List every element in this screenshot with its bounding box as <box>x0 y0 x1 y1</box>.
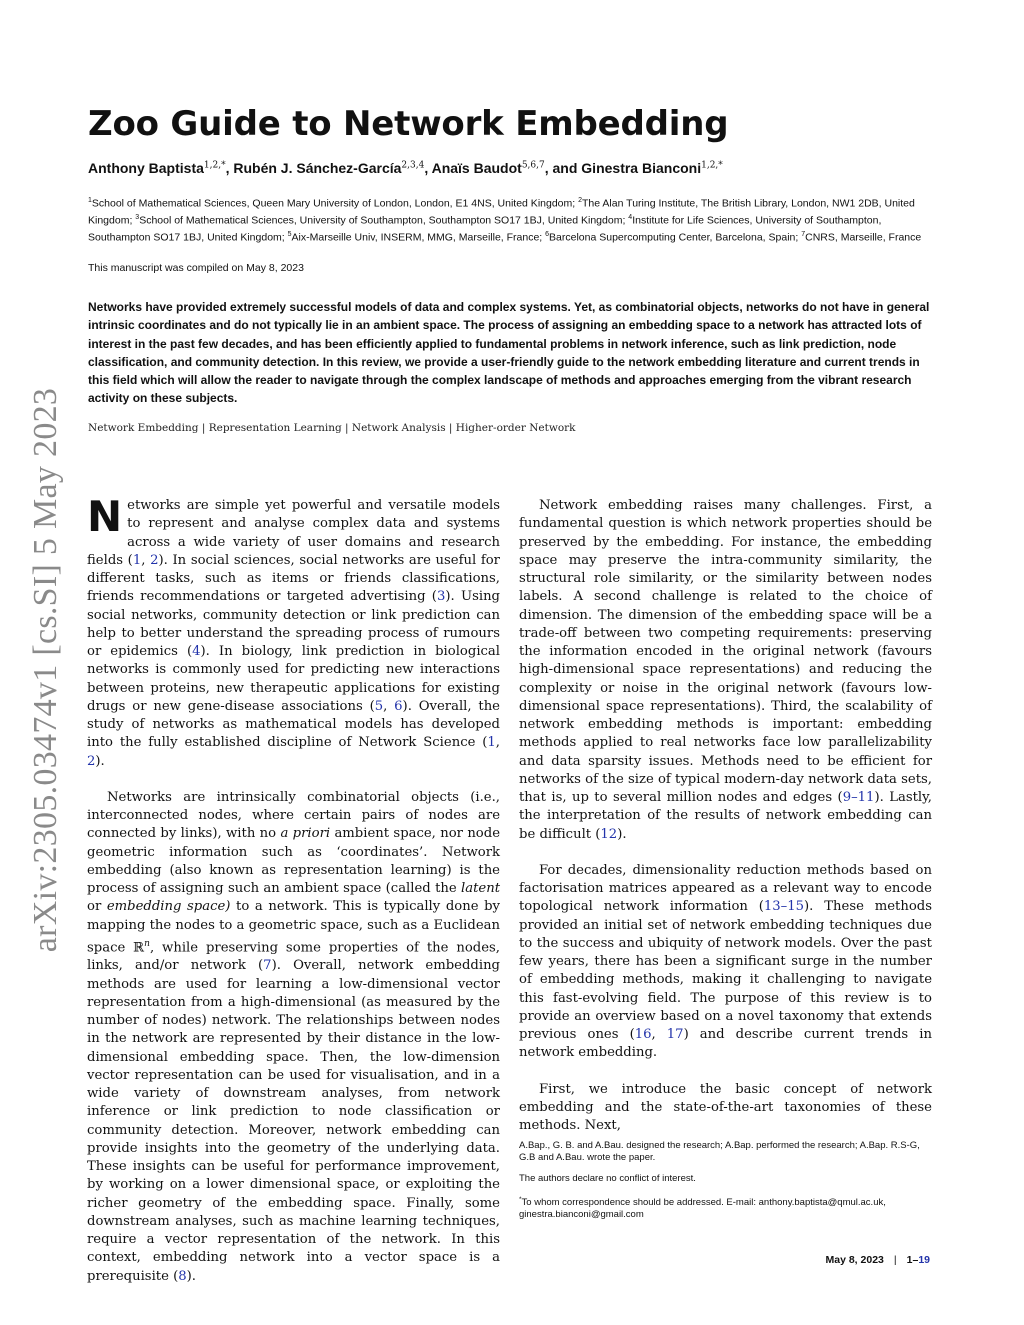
author-affiliation-marks: 5,6,7 <box>521 160 545 171</box>
affiliation-text: The Alan Turing Institute, The British Library, London, NW1 2DB, United Kingdom; <box>88 197 915 227</box>
body-text: ) and describe current trends in network embedding. <box>519 1027 932 1061</box>
affiliation-text: CNRS, Marseille, France <box>805 231 922 244</box>
citation-link[interactable]: 3 <box>436 589 446 605</box>
page-footer <box>760 1254 930 1266</box>
correspondence-text: To whom correspondence should be addressed. E-mail: anthony.baptista@qmul.ac.uk, ginestra.bianconi@gmail.com <box>519 1197 886 1221</box>
correspondence-note <box>519 1194 932 1221</box>
affiliation-number: 5 <box>287 231 292 238</box>
affiliation-number: 7 <box>801 231 806 238</box>
body-text: , <box>495 735 500 751</box>
author-affiliation-marks: 1,2,* <box>203 160 226 171</box>
body-text: ). Overall, the study of networks as mathematical models has developed into the fully established discipline of Network Science ( <box>87 698 500 751</box>
citation-link[interactable]: 1 <box>132 552 142 568</box>
body-text: , <box>651 1027 667 1042</box>
citation-link[interactable]: 17 <box>666 1027 684 1042</box>
body-paragraph <box>519 497 932 844</box>
body-text: etworks are simple yet powerful and versatile models to represent and analyse complex data and systems across a wide variety of user domains and research fields ( <box>87 498 500 568</box>
math-superscript: n <box>144 938 150 949</box>
body-paragraph <box>87 789 500 1286</box>
citation-link[interactable]: 5 <box>374 698 384 714</box>
body-text: ). In biology, link prediction in biological networks is commonly used for predicting new interactions between proteins, new therapeutic applications for existing drugs or new gene-disease associations ( <box>87 644 500 714</box>
citation-link[interactable]: 13–15 <box>763 899 805 915</box>
affiliation-text: Institute for Life Sciences, University of Southampton, Southampton SO17 1BJ, United Kingdom; <box>88 214 882 244</box>
author-separator: , and <box>544 160 582 176</box>
author-name: Anthony Baptista <box>88 160 204 176</box>
body-text: ). Overall, network embedding methods are used for learning a low-dimensional vector representation from a high-dimensional (as measured by the number of nodes) network. The relationships between nodes in the network are represented by their distance in the low-dimensional embedding space. Then, the low-dimension vector representation can be used for visualisation, and in a wide variety of downstream analyses, from network inference or link prediction to node classification or community detection. Moreover, network embedding can provide insights into the geometry of the underlying data. These insights can be useful for performance improvement, by working on a lower dimensional space, or exploiting the richer geometry of the embedding space. Finally, some downstream analyses, such as machine learning techniques, require a vector representation of the network. In this context, embedding network into a vector space is a prerequisite ( <box>87 958 500 1284</box>
emphasis-text: embedding space) <box>106 899 231 915</box>
body-text: ambient space, nor node geometric information such as ‘coordinates’. Network embedding (also known as representation learning) is the process of assigning such an ambient space (called the <box>87 826 500 896</box>
affiliation-number: 1 <box>88 197 92 204</box>
citation-link[interactable]: 12 <box>600 826 618 842</box>
citation-link[interactable]: 2 <box>150 552 159 568</box>
affiliation-text: School of Mathematical Sciences, Queen Mary University of London, London, E1 4NS, United Kingdom; <box>91 197 579 210</box>
citation-link[interactable]: 4 <box>192 644 201 659</box>
affiliation-number: 6 <box>545 231 550 238</box>
citation-link[interactable]: 7 <box>263 958 272 974</box>
body-paragraph <box>519 1081 932 1136</box>
body-text: ). These methods provided an initial set of network embedding techniques due to the success and ubiquity of network models. Over the past few years, there has been a significant surge in the number of embedding methods, making it challenging to navigate this fast-evolving field. The purpose of this review is to provide an overview based on a novel taxonomy that extends previous ones ( <box>519 899 932 1042</box>
author-separator: , <box>424 160 432 176</box>
body-left-column <box>87 492 500 1286</box>
body-text: Network embedding raises many challenges. First, a fundamental question is which network properties should be preserved by the embedding. For instance, the embedding space may preserve the intra-community similarity, the structural role similarity, or the similarity between nodes labels. A second challenge is related to the choice of dimension. The dimension of the embedding space will be a trade-off between two competing requirements: preserving the information encoded in the original network (favours high-dimensional space representations) and reducing the complexity or noise in the original network (favours low-dimensional space representations). Third, the scalability of network embedding methods is important: embedding methods applied to real networks face low parallelizability and data sparsity issues. Methods need to be efficient for networks of the size of typical modern-day network data sets, that is, up to several million nodes and edges ( <box>519 498 932 805</box>
footer-page-prefix: 1– <box>906 1254 919 1266</box>
affiliation-text: School of Mathematical Sciences, University of Southampton, Southampton SO17 1BJ, United Kingdom; <box>139 214 629 227</box>
author-contributions: A.Bap., G. B. and A.Bau. designed the research; A.Bap. performed the research; A.Bap. R.S-G, G.B and A.Bau. wrote the paper. <box>519 1140 920 1163</box>
footnotes <box>519 1140 932 1230</box>
affiliation-text: Barcelona Supercomputing Center, Barcelona, Spain; <box>549 231 802 244</box>
footer-separator: | <box>893 1254 897 1266</box>
citation-link[interactable]: 6 <box>394 698 403 714</box>
keywords: Network Embedding | Representation Learning | Network Analysis | Higher-order Network <box>88 422 576 434</box>
affiliation-number: 3 <box>135 214 140 221</box>
arxiv-stamp-text: arXiv:2305.03474v1 [cs.SI] 5 May 2023 <box>27 387 64 953</box>
author-affiliation-marks: 2,3,4 <box>401 160 425 171</box>
body-text: ). <box>186 1268 196 1284</box>
author-list <box>88 160 938 176</box>
author-name: Anaïs Baudot <box>431 160 522 176</box>
emphasis-text: latent <box>461 881 500 896</box>
footer-date: May 8, 2023 <box>825 1254 884 1266</box>
author-separator: , <box>225 160 234 176</box>
emphasis-text: a priori <box>280 826 331 842</box>
body-text: ). Lastly, the interpretation of the results of network embedding can be difficult ( <box>519 790 932 842</box>
paper-title: Zoo Guide to Network Embedding <box>88 104 729 144</box>
citation-link[interactable]: 16 <box>634 1027 652 1042</box>
body-text: , <box>141 552 151 568</box>
affiliation-text: Aix-Marseille Univ, INSERM, MMG, Marseille, France; <box>291 231 546 244</box>
body-text: , <box>383 698 395 714</box>
body-text: to a network. This is typically done by mapping the nodes to a geometric space, such as a Euclidean space ℝ <box>87 899 500 956</box>
affiliation-number: 2 <box>578 197 582 204</box>
citation-link[interactable]: 8 <box>178 1268 187 1284</box>
body-text: ). In social sciences, social networks are useful for different tasks, such as items or friends classifications, friends recommendations or targeted advertising ( <box>87 552 500 605</box>
body-text: Networks are intrinsically combinatorial objects (i.e., interconnected nodes, where certain pairs of nodes are connected by links), with no <box>87 789 500 842</box>
drop-cap-letter: N <box>87 492 123 541</box>
compiled-note: This manuscript was compiled on May 8, 2023 <box>88 262 304 274</box>
author-affiliation-marks: 1,2,* <box>701 160 723 171</box>
footer-page-total-link[interactable]: 19 <box>918 1254 930 1266</box>
body-paragraph <box>87 492 500 771</box>
conflict-of-interest: The authors declare no conflict of interest. <box>519 1173 696 1184</box>
body-text: First, we introduce the basic concept of network embedding and the state-of-the-art taxonomies of these methods. Next, <box>519 1081 932 1133</box>
arxiv-stamp <box>26 370 66 970</box>
affiliations <box>88 194 938 245</box>
abstract: Networks have provided extremely successful models of data and complex systems. Yet, as combinatorial objects, networks do not have in general intrinsic coordinates and do not typically lie in an ambient space. The process of assigning an embedding space to a network has attracted lots of interest in the past few decades, and has been efficiently applied to fundamental problems in network inference, such as link prediction, node classification, and community detection. In this review, we provide a user-friendly guide to the network embedding literature and current trends in this field which will allow the reader to navigate through the complex landscape of methods and approaches emerging from the vibrant research activity on these subjects. <box>88 300 930 406</box>
citation-link[interactable]: 1 <box>487 735 496 751</box>
correspondence-mark: * <box>519 1196 522 1203</box>
body-paragraph <box>519 862 932 1063</box>
body-text: ). <box>95 753 105 769</box>
citation-link[interactable]: 9–11 <box>842 790 875 805</box>
body-right-column <box>519 497 932 1135</box>
body-text: , while preserving some properties of the nodes, links, and/or network ( <box>87 940 500 974</box>
body-text: ). <box>617 826 627 842</box>
body-text: ). Using social networks, community detection or link prediction can help to better understand the spreading process of rumours or epidemics ( <box>87 589 500 659</box>
author-name: Ginestra Bianconi <box>581 160 702 176</box>
body-text: or <box>87 899 107 915</box>
author-name: Rubén J. Sánchez-García <box>233 160 402 176</box>
body-text: For decades, dimensionality reduction methods based on factorisation matrices appeared as a relevant way to encode topological network information ( <box>519 862 932 915</box>
affiliation-number: 4 <box>628 214 633 221</box>
citation-link[interactable]: 2 <box>87 753 96 769</box>
